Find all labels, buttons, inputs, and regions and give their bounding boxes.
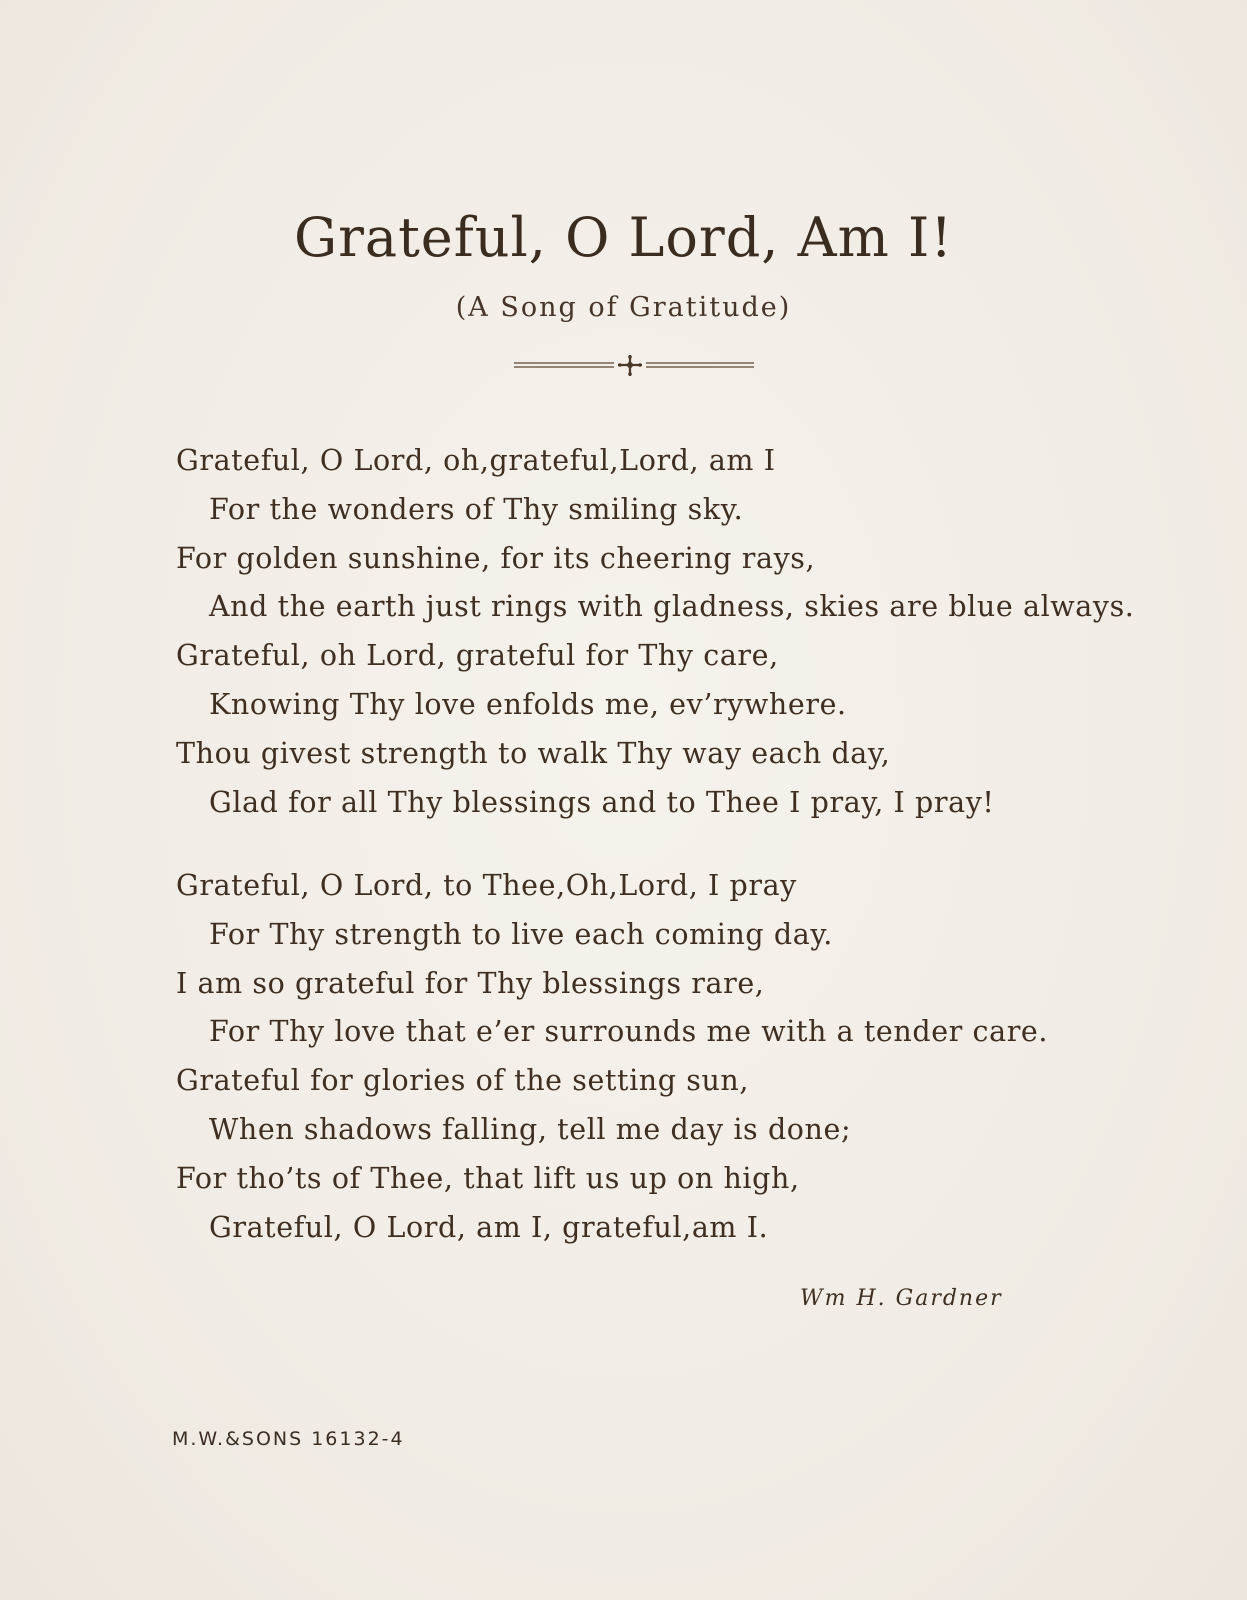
poem-line: For Thy love that e’er surrounds me with a tender care.: [209, 1015, 1049, 1049]
page-title: Grateful, O Lord, Am I!: [293, 206, 954, 269]
poem-line: Grateful, O Lord, oh,grateful,Lord, am I: [176, 444, 776, 477]
poem-line: I am so grateful for Thy blessings rare,: [176, 966, 765, 1000]
poem-line: When shadows falling, tell me day is done;: [209, 1112, 852, 1146]
poem-line: Glad for all Thy blessings and to Thee I pray, I pray!: [209, 785, 995, 819]
poem-line: Grateful for glories of the setting sun,: [176, 1064, 750, 1098]
poem-line: For Thy strength to live each coming day.: [209, 917, 833, 951]
ornament-divider-icon: [514, 354, 770, 378]
page-subtitle: (A Song of Gratitude): [455, 292, 792, 323]
publisher-catalog-code: M.W.&SONS 16132-4: [172, 1428, 405, 1450]
stanza-1: [176, 437, 1136, 827]
poem-line: Grateful, oh Lord, grateful for Thy care,: [176, 639, 779, 673]
poem-line: For the wonders of Thy smiling sky.: [209, 492, 744, 526]
author-signature: Wm H. Gardner: [800, 1286, 1003, 1311]
poem-line: For golden sunshine, for its cheering rays,: [176, 541, 816, 575]
stanza-2: [176, 862, 1136, 1252]
poem-line: For tho’ts of Thee, that lift us up on high,: [176, 1161, 800, 1195]
poem-line: Grateful, O Lord, to Thee,Oh,Lord, I pray: [176, 869, 797, 902]
poem-line: Thou givest strength to walk Thy way each day,: [176, 736, 891, 770]
poem-line: Grateful, O Lord, am I, grateful,am I.: [209, 1210, 769, 1244]
poem-line: Knowing Thy love enfolds me, ev’rywhere.: [209, 687, 847, 721]
poem-line: And the earth just rings with gladness, skies are blue always.: [209, 590, 1135, 624]
